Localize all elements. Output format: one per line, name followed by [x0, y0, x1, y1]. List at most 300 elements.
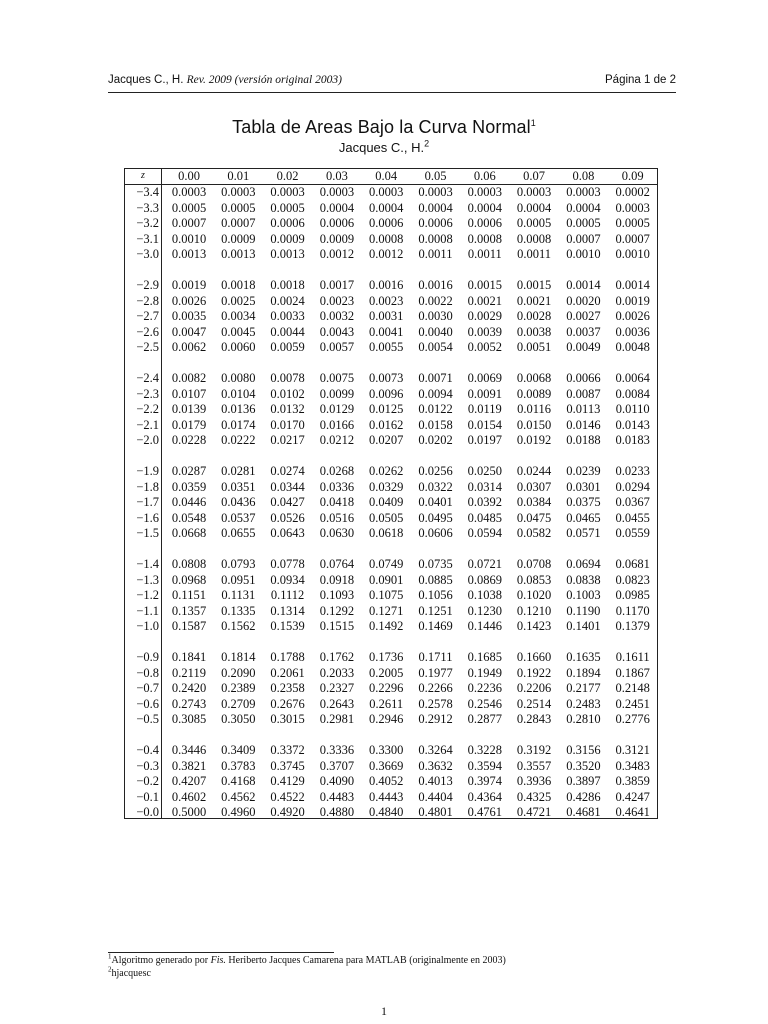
row-z-value: −0.9	[136, 650, 159, 664]
table-cell: 0.0099	[319, 386, 355, 401]
table-cell: 0.0495	[418, 510, 453, 525]
table-cell: 0.2296	[369, 681, 404, 695]
table-cell: 0.0228	[171, 433, 207, 447]
table-cell: 0.1788	[270, 650, 305, 664]
table-cell: 0.4483	[319, 789, 355, 804]
table-cell: 0.0294	[615, 479, 650, 494]
table-cell: 0.0084	[615, 386, 650, 401]
table-cell: 0.0630	[319, 526, 355, 540]
table-cell: 0.0016	[418, 278, 453, 292]
page-header	[108, 72, 676, 93]
table-cell: 0.0021	[516, 293, 552, 308]
table-cell: 0.0055	[369, 340, 404, 354]
table-cell: 0.0043	[319, 324, 355, 339]
table-cell: 0.2877	[467, 712, 502, 726]
table-cell: 0.0019	[615, 293, 650, 308]
table-cell: 0.2776	[615, 712, 650, 726]
table-cell: 0.5000	[171, 805, 207, 819]
table-cell: 0.4286	[566, 789, 601, 804]
table-cell: 0.3936	[516, 774, 552, 788]
document-title	[0, 117, 768, 138]
table-cell: 0.0655	[221, 526, 256, 540]
row-z-value: −2.6	[136, 324, 159, 339]
table-cell: 0.0485	[467, 510, 502, 525]
table-cell: 0.3085	[171, 712, 207, 726]
table-cell: 0.0694	[566, 557, 601, 571]
table-cell: 0.0003	[270, 185, 305, 199]
row-z-value: −3.3	[136, 200, 159, 215]
column-header: 0.03	[325, 169, 348, 183]
row-z-value: −2.8	[136, 293, 159, 308]
table-cell: 0.3015	[270, 712, 305, 726]
table-cell: 0.1335	[221, 603, 256, 618]
table-cell: 0.0721	[467, 557, 502, 571]
table-cell: 0.0287	[171, 464, 207, 478]
table-cell: 0.0179	[171, 417, 207, 432]
table-cell: 0.0951	[221, 572, 256, 587]
table-cell: 0.0049	[566, 340, 601, 354]
table-cell: 0.0446	[171, 495, 207, 509]
row-z-value: −2.9	[136, 278, 159, 292]
table-cell: 0.0233	[615, 464, 650, 478]
author-footnote-mark: 2	[424, 138, 430, 149]
table-cell: 0.2177	[566, 681, 601, 695]
table-cell: 0.3897	[566, 774, 601, 788]
table-cell: 0.0020	[566, 293, 601, 308]
table-cell: 0.0038	[516, 324, 552, 339]
table-cell: 0.4761	[467, 805, 502, 819]
row-z-value: −0.8	[136, 665, 159, 680]
table-cell: 0.0934	[270, 572, 305, 587]
table-cell: 0.0344	[270, 479, 305, 494]
table-cell: 0.0019	[171, 278, 207, 292]
table-cell: 0.0136	[221, 402, 256, 416]
table-cell: 0.1469	[418, 619, 453, 633]
table-cell: 0.0594	[467, 526, 502, 540]
table-cell: 0.0256	[418, 464, 453, 478]
table-cell: 0.1587	[171, 619, 207, 633]
table-cell: 0.0034	[221, 309, 256, 323]
table-cell: 0.0823	[615, 572, 650, 587]
table-cell: 0.0668	[171, 526, 207, 540]
table-cell: 0.0375	[566, 495, 601, 509]
table-cell: 0.4641	[615, 805, 650, 819]
table-cell: 0.2611	[369, 696, 404, 711]
row-z-value: −2.7	[136, 309, 159, 323]
table-cell: 0.0060	[221, 340, 256, 354]
table-cell: 0.2483	[566, 696, 601, 711]
table-cell: 0.0091	[467, 386, 502, 401]
table-cell: 0.0262	[369, 464, 404, 478]
table-cell: 0.0129	[319, 402, 355, 416]
table-cell: 0.0025	[221, 293, 256, 308]
table-cell: 0.0548	[171, 510, 207, 525]
table-cell: 0.0021	[467, 293, 502, 308]
table-cell: 0.0250	[467, 464, 502, 478]
table-cell: 0.0026	[171, 293, 207, 308]
table-cell: 0.2514	[516, 696, 552, 711]
table-cell: 0.0008	[467, 231, 502, 246]
table-cell: 0.0011	[517, 247, 552, 261]
table-cell: 0.0119	[467, 402, 502, 416]
table-cell: 0.0082	[171, 371, 207, 385]
title-text: Tabla de Areas Bajo la Curva Normal	[232, 117, 531, 137]
table-cell: 0.0281	[221, 464, 256, 478]
table-cell: 0.0571	[566, 526, 601, 540]
table-cell: 0.2266	[418, 681, 453, 695]
table-cell: 0.0040	[418, 324, 453, 339]
column-header: 0.07	[523, 169, 546, 183]
table-cell: 0.0268	[319, 464, 355, 478]
row-z-value: −1.0	[136, 619, 159, 633]
table-cell: 0.0026	[615, 309, 650, 323]
table-cell: 0.4013	[418, 774, 453, 788]
table-cell: 0.2643	[319, 696, 355, 711]
table-cell: 0.4207	[171, 774, 207, 788]
table-cell: 0.0516	[319, 510, 355, 525]
table-cell: 0.0008	[418, 231, 453, 246]
row-z-value: −1.2	[136, 588, 159, 602]
table-cell: 0.1841	[171, 650, 207, 664]
table-cell: 0.0007	[171, 216, 207, 230]
table-cell: 0.0006	[369, 216, 404, 230]
table-cell: 0.0143	[615, 417, 650, 432]
column-header: 0.01	[227, 169, 250, 183]
table-cell: 0.0045	[221, 324, 256, 339]
table-cell: 0.0039	[467, 324, 502, 339]
table-cell: 0.1660	[516, 650, 552, 664]
table-cell: 0.2810	[566, 712, 601, 726]
row-z-value: −2.0	[136, 433, 159, 447]
table-cell: 0.0018	[270, 278, 305, 292]
table-cell: 0.4562	[221, 789, 256, 804]
z-column-divider	[161, 169, 162, 818]
table-cell: 0.0110	[615, 402, 650, 416]
column-header: 0.09	[621, 169, 644, 183]
table-cell: 0.0016	[369, 278, 404, 292]
table-cell: 0.0004	[516, 200, 552, 215]
table-cell: 0.0015	[467, 278, 502, 292]
z-column-header: z	[141, 170, 145, 181]
table-cell: 0.3192	[516, 743, 552, 757]
table-cell: 0.0314	[467, 479, 502, 494]
table-cell: 0.3483	[615, 758, 650, 773]
table-cell: 0.0005	[270, 200, 305, 215]
table-cell: 0.0005	[171, 200, 207, 215]
table-cell: 0.0188	[566, 433, 601, 447]
table-cell: 0.1562	[221, 619, 256, 633]
table-cell: 0.0014	[615, 278, 650, 292]
table-cell: 0.0009	[270, 231, 305, 246]
table-cell: 0.0274	[270, 464, 305, 478]
table-cell: 0.0004	[467, 200, 502, 215]
table-cell: 0.2236	[467, 681, 502, 695]
table-cell: 0.2358	[270, 681, 305, 695]
table-cell: 0.0526	[270, 510, 305, 525]
table-cell: 0.1894	[566, 665, 601, 680]
table-cell: 0.1292	[319, 603, 355, 618]
table-cell: 0.1539	[270, 619, 305, 633]
table-cell: 0.0681	[615, 557, 650, 571]
table-cell: 0.0559	[615, 526, 650, 540]
table-cell: 0.0008	[369, 231, 404, 246]
table-cell: 0.2843	[516, 712, 552, 726]
table-cell: 0.0125	[369, 402, 404, 416]
table-cell: 0.0582	[516, 526, 552, 540]
table-cell: 0.0013	[270, 247, 305, 261]
table-cell: 0.1736	[369, 650, 404, 664]
row-z-value: −1.5	[136, 526, 159, 540]
table-cell: 0.4443	[369, 789, 404, 804]
table-cell: 0.0708	[516, 557, 552, 571]
table-cell: 0.1038	[467, 588, 502, 602]
row-z-value: −1.7	[136, 495, 159, 509]
table-cell: 0.3594	[467, 758, 502, 773]
table-cell: 0.1314	[270, 603, 305, 618]
table-cell: 0.0329	[369, 479, 404, 494]
table-cell: 0.0062	[171, 340, 207, 354]
table-cell: 0.0808	[171, 557, 207, 571]
table-cell: 0.2676	[270, 696, 305, 711]
table-cell: 0.0606	[418, 526, 453, 540]
table-cell: 0.0146	[566, 417, 601, 432]
table-cell: 0.1423	[516, 619, 552, 633]
table-cell: 0.1711	[418, 650, 453, 664]
table-cell: 0.0051	[516, 340, 552, 354]
table-cell: 0.0089	[516, 386, 552, 401]
row-z-value: −1.3	[136, 572, 159, 587]
table-cell: 0.0122	[418, 402, 453, 416]
row-z-value: −3.2	[136, 216, 159, 230]
table-cell: 0.0012	[369, 247, 404, 261]
table-cell: 0.0057	[319, 340, 355, 354]
table-cell: 0.0217	[270, 433, 305, 447]
table-cell: 0.4880	[319, 805, 355, 819]
table-cell: 0.0015	[516, 278, 552, 292]
table-cell: 0.3974	[467, 774, 502, 788]
table-cell: 0.4840	[369, 805, 404, 819]
table-cell: 0.0047	[171, 324, 207, 339]
table-cell: 0.0004	[319, 200, 355, 215]
table-cell: 0.1251	[418, 603, 453, 618]
table-cell: 0.0008	[516, 231, 552, 246]
table-cell: 0.0505	[369, 510, 404, 525]
table-cell: 0.0027	[566, 309, 601, 323]
table-cell: 0.0113	[566, 402, 601, 416]
table-cell: 0.3121	[615, 743, 650, 757]
table-cell: 0.1515	[319, 619, 355, 633]
table-cell: 0.0166	[319, 417, 355, 432]
row-z-value: −3.1	[136, 231, 159, 246]
table-cell: 0.3745	[270, 758, 305, 773]
row-z-value: −1.8	[136, 479, 159, 494]
table-cell: 0.0013	[171, 247, 207, 261]
table-cell: 0.0307	[516, 479, 552, 494]
table-cell: 0.0054	[418, 340, 453, 354]
row-z-value: −0.0	[136, 805, 159, 819]
table-cell: 0.0075	[319, 371, 355, 385]
table-cell: 0.0010	[566, 247, 601, 261]
table-cell: 0.0017	[319, 278, 355, 292]
table-cell: 0.1075	[369, 588, 404, 602]
table-cell: 0.0793	[221, 557, 256, 571]
table-cell: 0.1977	[418, 665, 453, 680]
table-cell: 0.0002	[615, 185, 650, 199]
table-cell: 0.4602	[171, 789, 207, 804]
table-cell: 0.0004	[418, 200, 453, 215]
author-line	[0, 140, 768, 155]
table-cell: 0.0192	[516, 433, 552, 447]
table-cell: 0.2420	[171, 681, 207, 695]
table-cell: 0.3783	[221, 758, 256, 773]
table-cell: 0.0071	[418, 371, 453, 385]
table-cell: 0.0764	[319, 557, 355, 571]
table-cell: 0.1867	[615, 665, 650, 680]
table-cell: 0.0212	[319, 433, 355, 447]
table-cell: 0.0102	[270, 386, 305, 401]
column-header: 0.05	[424, 169, 447, 183]
table-cell: 0.0885	[418, 572, 453, 587]
table-cell: 0.0336	[319, 479, 355, 494]
table-cell: 0.2546	[467, 696, 502, 711]
table-cell: 0.0018	[221, 278, 256, 292]
table-cell: 0.0367	[615, 495, 650, 509]
table-cell: 0.0104	[221, 386, 256, 401]
author-text: Jacques C., H.	[338, 140, 425, 155]
row-z-value: −2.4	[136, 371, 159, 385]
table-cell: 0.0059	[270, 340, 305, 354]
table-cell: 0.0150	[516, 417, 552, 432]
table-cell: 0.0475	[516, 510, 552, 525]
row-z-value: −0.4	[136, 743, 159, 757]
table-cell: 0.0003	[418, 185, 453, 199]
table-cell: 0.0004	[369, 200, 404, 215]
table-cell: 0.0033	[270, 309, 305, 323]
table-cell: 0.1190	[566, 603, 601, 618]
table-cell: 0.4801	[418, 805, 453, 819]
table-cell: 0.2981	[319, 712, 355, 726]
table-cell: 0.2206	[516, 681, 552, 695]
table-cell: 0.1357	[171, 603, 207, 618]
footnote-1-mark: 1	[108, 952, 112, 961]
table-cell: 0.0838	[566, 572, 601, 587]
table-cell: 0.1170	[615, 603, 650, 618]
table-cell: 0.0968	[171, 572, 207, 587]
row-z-value: −0.7	[136, 681, 159, 695]
table-cell: 0.0011	[418, 247, 453, 261]
table-cell: 0.2946	[369, 712, 404, 726]
footnote-1	[108, 952, 506, 966]
table-cell: 0.0009	[319, 231, 355, 246]
table-cell: 0.0244	[516, 464, 552, 478]
table-cell: 0.0359	[171, 479, 207, 494]
table-cell: 0.1131	[221, 588, 256, 602]
table-cell: 0.0174	[221, 417, 256, 432]
table-cell: 0.0006	[270, 216, 305, 230]
table-cell: 0.2090	[221, 665, 256, 680]
table-cell: 0.0003	[566, 185, 601, 199]
table-cell: 0.1020	[516, 588, 552, 602]
table-cell: 0.1949	[467, 665, 502, 680]
table-cell: 0.0078	[270, 371, 305, 385]
table-cell: 0.1762	[319, 650, 355, 664]
footnote-divider	[108, 952, 334, 953]
table-cell: 0.3707	[319, 758, 355, 773]
footnote-2	[108, 965, 151, 979]
table-cell: 0.4247	[615, 789, 650, 804]
table-cell: 0.0158	[418, 417, 453, 432]
table-cell: 0.0052	[467, 340, 502, 354]
table-cell: 0.0537	[221, 510, 256, 525]
table-cell: 0.0013	[221, 247, 256, 261]
normal-distribution-table	[124, 168, 658, 819]
table-cell: 0.0073	[369, 371, 404, 385]
table-cell: 0.0080	[221, 371, 256, 385]
table-cell: 0.0222	[221, 433, 256, 447]
row-z-value: −2.2	[136, 402, 159, 416]
table-cell: 0.0003	[369, 185, 404, 199]
table-cell: 0.3409	[221, 743, 256, 757]
table-cell: 0.0023	[369, 293, 404, 308]
row-z-value: −2.1	[136, 417, 159, 432]
table-cell: 0.1056	[418, 588, 453, 602]
table-cell: 0.1210	[516, 603, 552, 618]
table-cell: 0.0096	[369, 386, 404, 401]
table-cell: 0.3669	[369, 758, 404, 773]
table-cell: 0.0239	[566, 464, 601, 478]
table-cell: 0.0418	[319, 495, 355, 509]
header-author-rev	[108, 74, 342, 86]
table-cell: 0.2119	[172, 665, 206, 680]
table-cell: 0.3446	[171, 743, 207, 757]
page-number: 1	[381, 1004, 387, 1018]
table-cell: 0.0003	[171, 185, 207, 199]
table-cell: 0.0003	[319, 185, 355, 199]
table-cell: 0.0068	[516, 371, 552, 385]
footnote-1-post: Heriberto Jacques Camarena para MATLAB (originalmente en 2003)	[225, 955, 506, 966]
table-cell: 0.1922	[516, 665, 552, 680]
table-cell: 0.2578	[418, 696, 453, 711]
table-cell: 0.0005	[615, 216, 650, 230]
table-cell: 0.1093	[319, 588, 355, 602]
row-z-value: −1.6	[136, 510, 159, 525]
table-cell: 0.0048	[615, 340, 650, 354]
table-cell: 0.0011	[467, 247, 502, 261]
table-cell: 0.2389	[221, 681, 256, 695]
table-cell: 0.0322	[418, 479, 453, 494]
table-cell: 0.1611	[615, 650, 650, 664]
row-z-value: −3.0	[136, 247, 159, 261]
row-z-value: −0.1	[136, 789, 159, 804]
table-cell: 0.0985	[615, 588, 650, 602]
row-z-value: −0.2	[136, 774, 159, 788]
table-cell: 0.1401	[566, 619, 601, 633]
table-cell: 0.0010	[615, 247, 650, 261]
column-header: 0.08	[572, 169, 595, 183]
table-cell: 0.0643	[270, 526, 305, 540]
table-cell: 0.1271	[369, 603, 404, 618]
table-cell: 0.0455	[615, 510, 650, 525]
table-cell: 0.4129	[270, 774, 305, 788]
table-cell: 0.0003	[615, 200, 650, 215]
table-cell: 0.3821	[171, 758, 207, 773]
row-z-value: −1.1	[136, 603, 159, 618]
row-z-value: −0.6	[136, 696, 159, 711]
table-cell: 0.0031	[369, 309, 404, 323]
header-author: Jacques C., H.	[108, 74, 184, 86]
table-cell: 0.0427	[270, 495, 305, 509]
table-cell: 0.3632	[418, 758, 453, 773]
